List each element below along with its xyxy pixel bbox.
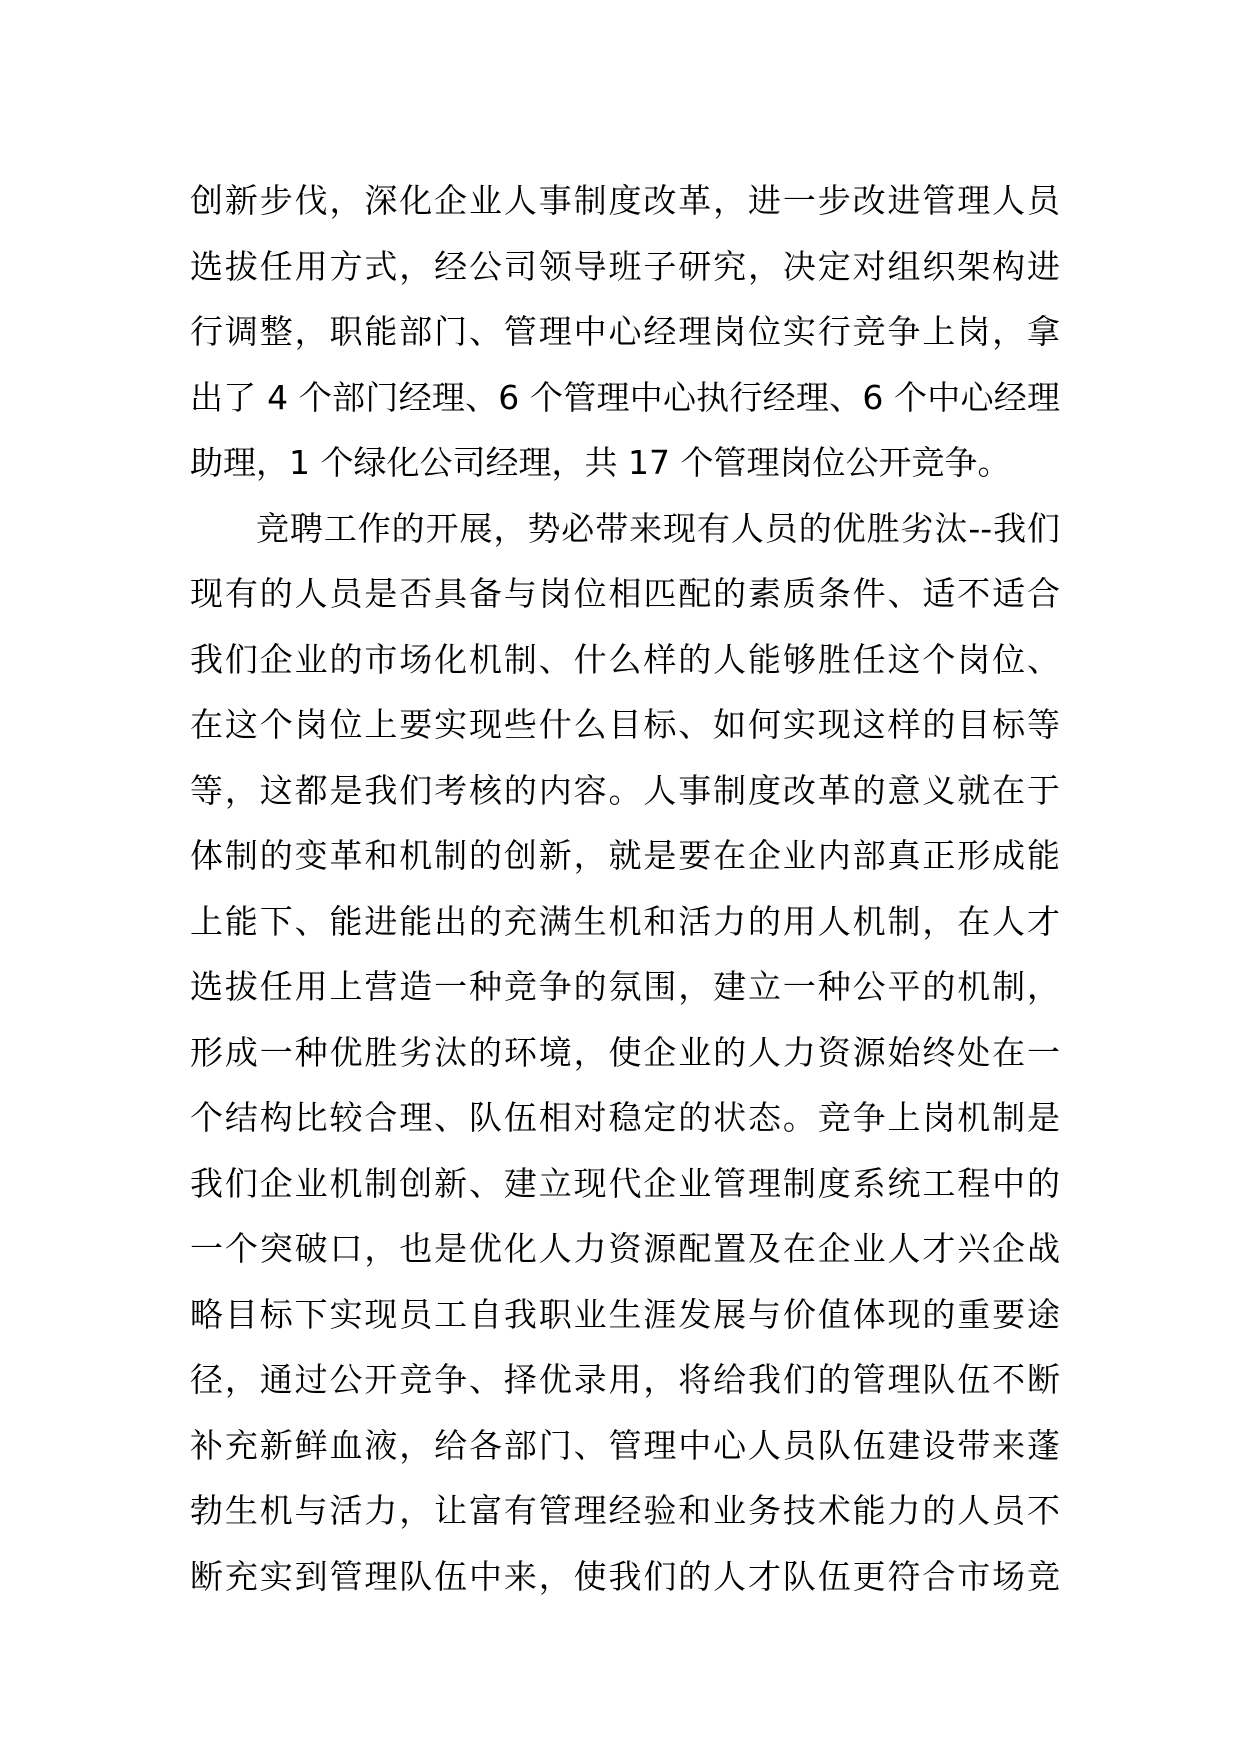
text-line: 出了 4 个部门经理、6 个管理中心执行经理、6 个中心经理 (190, 377, 1060, 417)
text-line: 个结构比较合理、队伍相对稳定的状态。竞争上岗机制是 (190, 1098, 1060, 1137)
text-line: 我们企业机制创新、建立现代企业管理制度系统工程中的 (190, 1163, 1060, 1203)
text-line: 选拔任用方式，经公司领导班子研究，决定对组织架构进 (190, 246, 1060, 286)
text-line: 行调整，职能部门、管理中心经理岗位实行竞争上岗，拿 (190, 312, 1060, 351)
text-line: 上能下、能进能出的充满生机和活力的用人机制，在人才 (190, 901, 1060, 941)
text-line: 径，通过公开竞争、择优录用，将给我们的管理队伍不断 (190, 1360, 1060, 1399)
text-line: 创新步伐，深化企业人事制度改革，进一步改进管理人员 (190, 181, 1060, 220)
text-line: 现有的人员是否具备与岗位相匹配的素质条件、适不适合 (190, 574, 1060, 613)
text-line: 略目标下实现员工自我职业生涯发展与价值体现的重要途 (190, 1294, 1060, 1334)
text-line: 断充实到管理队伍中来，使我们的人才队伍更符合市场竞 (190, 1556, 1060, 1596)
body-text (190, 168, 1060, 1609)
text-line: 补充新鲜血液，给各部门、管理中心人员队伍建设带来蓬 (190, 1425, 1060, 1465)
text-line: 等，这都是我们考核的内容。人事制度改革的意义就在于 (190, 770, 1060, 810)
text-line: 勃生机与活力，让富有管理经验和业务技术能力的人员不 (190, 1491, 1060, 1530)
text-line: 一个突破口，也是优化人力资源配置及在企业人才兴企战 (190, 1229, 1060, 1268)
text-line: 在这个岗位上要实现些什么目标、如何实现这样的目标等 (190, 705, 1060, 744)
text-line: 选拔任用上营造一种竞争的氛围，建立一种公平的机制， (190, 967, 1060, 1006)
text-line: 助理，1 个绿化公司经理，共 17 个管理岗位公开竞争。 (190, 443, 1011, 482)
text-line: 我们企业的市场化机制、什么样的人能够胜任这个岗位、 (190, 639, 1060, 679)
text-line: 形成一种优胜劣汰的环境，使企业的人力资源始终处在一 (190, 1032, 1060, 1072)
text-line: 体制的变革和机制的创新，就是要在企业内部真正形成能 (190, 836, 1060, 875)
paragraph-first-line: 竞聘工作的开展，势必带来现有人员的优胜劣汰--我们 (256, 508, 1060, 548)
